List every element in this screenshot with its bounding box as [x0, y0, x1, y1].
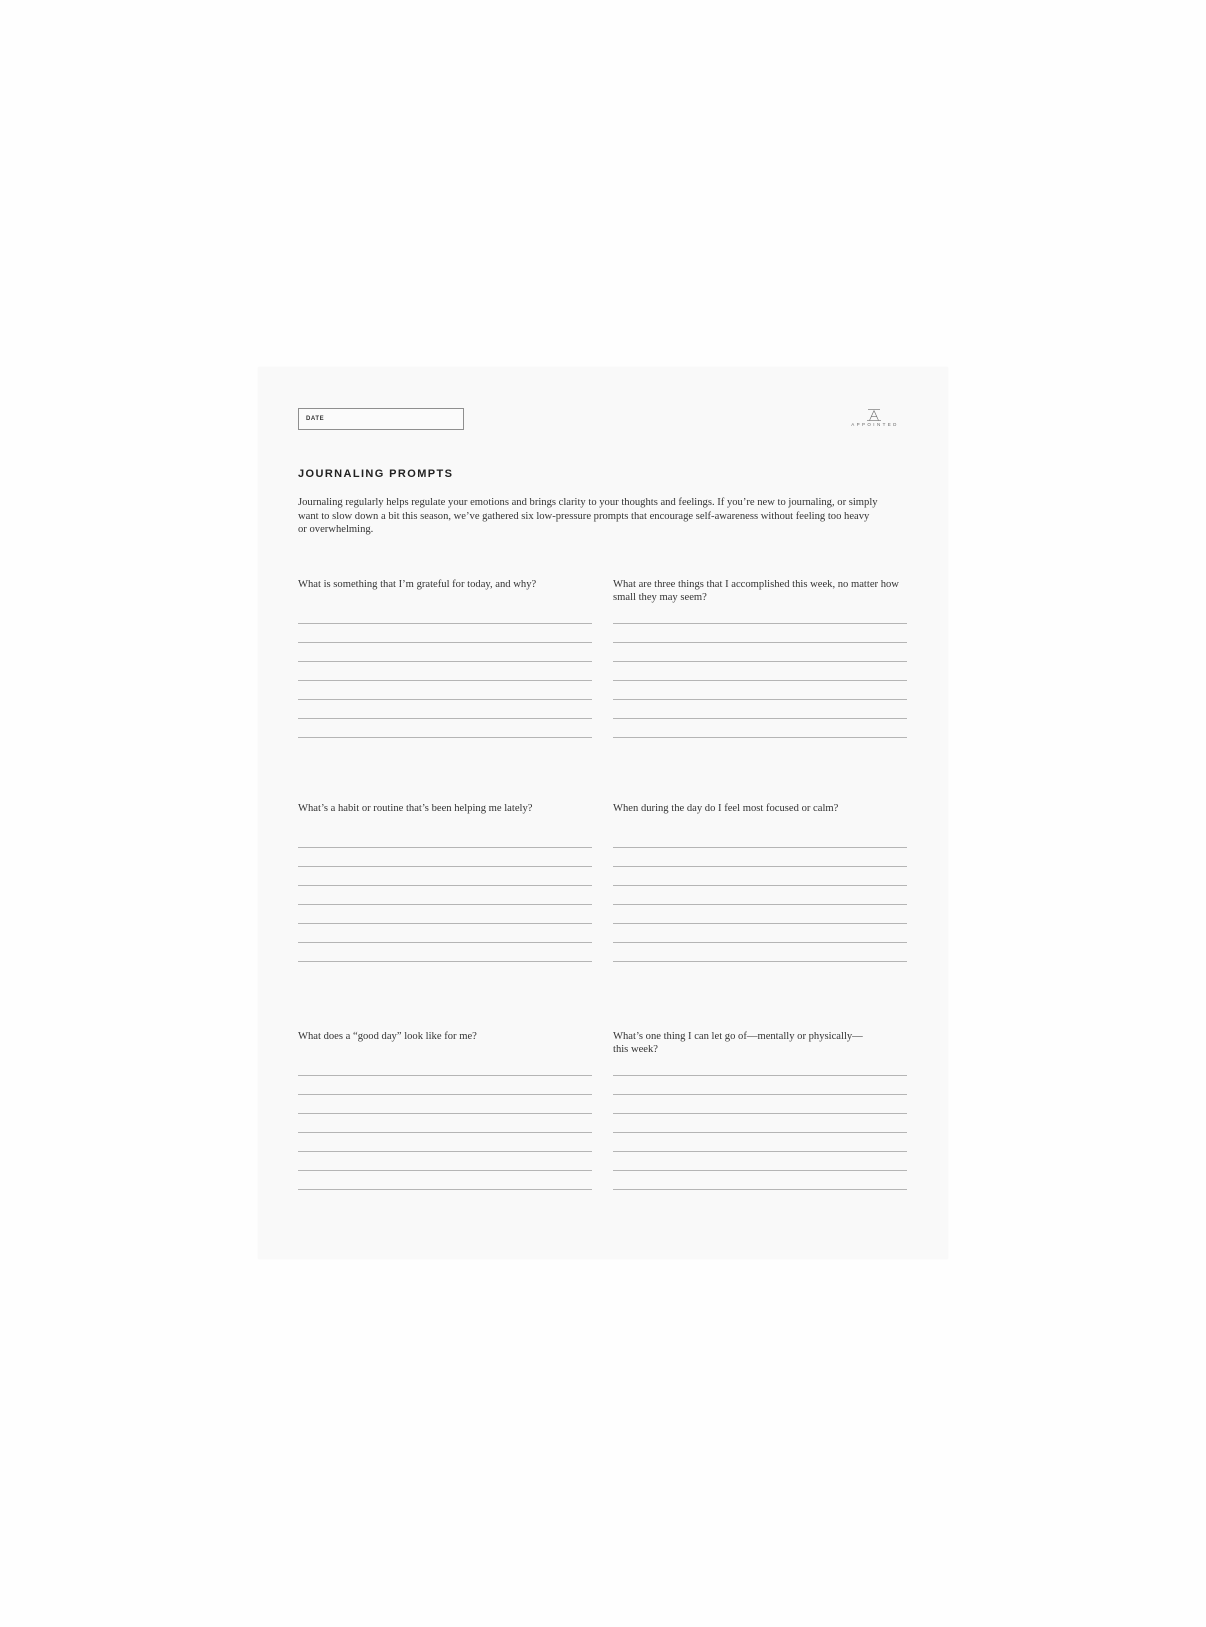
brand-name: APPOINTED — [851, 422, 899, 427]
writing-line — [298, 1171, 592, 1190]
writing-line — [298, 943, 592, 962]
prompt-block — [298, 802, 592, 838]
writing-line — [298, 1133, 592, 1152]
appointed-a-logo-icon — [865, 409, 883, 421]
intro-paragraph: Journaling regularly helps regulate your emotions and brings clarity to your thoughts and feelings. If you’re new to journaling, or simply want to slow down a bit this season, we’ve gathered six low-pressure prompts that encourage self-awareness without feeling too heavy or overwhelming. — [298, 497, 878, 535]
writing-line — [613, 1152, 907, 1171]
writing-line — [298, 643, 592, 662]
prompt-block — [613, 802, 907, 838]
prompt-block — [613, 1030, 907, 1066]
writing-line — [613, 643, 907, 662]
prompt-block — [298, 1030, 592, 1066]
prompt-question: What’s a habit or routine that’s been helping me lately? — [298, 803, 533, 814]
writing-area[interactable] — [613, 1075, 907, 1190]
writing-line — [298, 924, 592, 943]
writing-line — [613, 681, 907, 700]
writing-area[interactable] — [298, 623, 592, 738]
prompt-block — [613, 578, 907, 614]
writing-line — [298, 662, 592, 681]
journal-sheet — [258, 367, 948, 1259]
writing-line — [613, 886, 907, 905]
prompt-question: What does a “good day” look like for me? — [298, 1031, 477, 1042]
writing-area[interactable] — [613, 847, 907, 962]
writing-line — [613, 1114, 907, 1133]
writing-line — [613, 1171, 907, 1190]
writing-line — [298, 700, 592, 719]
prompt-question: What’s one thing I can let go of—mentally or physically—this week? — [613, 1031, 863, 1055]
prompt-question: What is something that I’m grateful for today, and why? — [298, 579, 537, 590]
date-label: DATE — [306, 416, 325, 422]
prompt-block — [298, 578, 592, 614]
page-title: JOURNALING PROMPTS — [298, 468, 454, 480]
writing-line — [298, 624, 592, 643]
writing-line — [613, 905, 907, 924]
writing-line — [298, 1095, 592, 1114]
writing-area[interactable] — [298, 1075, 592, 1190]
writing-line — [613, 867, 907, 886]
writing-line — [298, 1114, 592, 1133]
brand-logo — [844, 409, 904, 428]
writing-area[interactable] — [613, 623, 907, 738]
writing-line — [613, 1095, 907, 1114]
prompt-question: When during the day do I feel most focused or calm? — [613, 803, 839, 814]
writing-line — [298, 681, 592, 700]
writing-line — [613, 848, 907, 867]
writing-line — [298, 905, 592, 924]
writing-line — [613, 700, 907, 719]
writing-area[interactable] — [298, 847, 592, 962]
writing-line — [613, 624, 907, 643]
writing-line — [298, 848, 592, 867]
writing-line — [613, 1076, 907, 1095]
writing-line — [298, 719, 592, 738]
writing-line — [613, 719, 907, 738]
date-field[interactable] — [298, 408, 464, 430]
writing-line — [613, 924, 907, 943]
writing-line — [613, 662, 907, 681]
writing-line — [298, 867, 592, 886]
writing-line — [613, 943, 907, 962]
writing-line — [613, 1133, 907, 1152]
writing-line — [298, 1076, 592, 1095]
writing-line — [298, 886, 592, 905]
prompt-question: What are three things that I accomplished this week, no matter how small they may seem? — [613, 579, 899, 603]
writing-line — [298, 1152, 592, 1171]
